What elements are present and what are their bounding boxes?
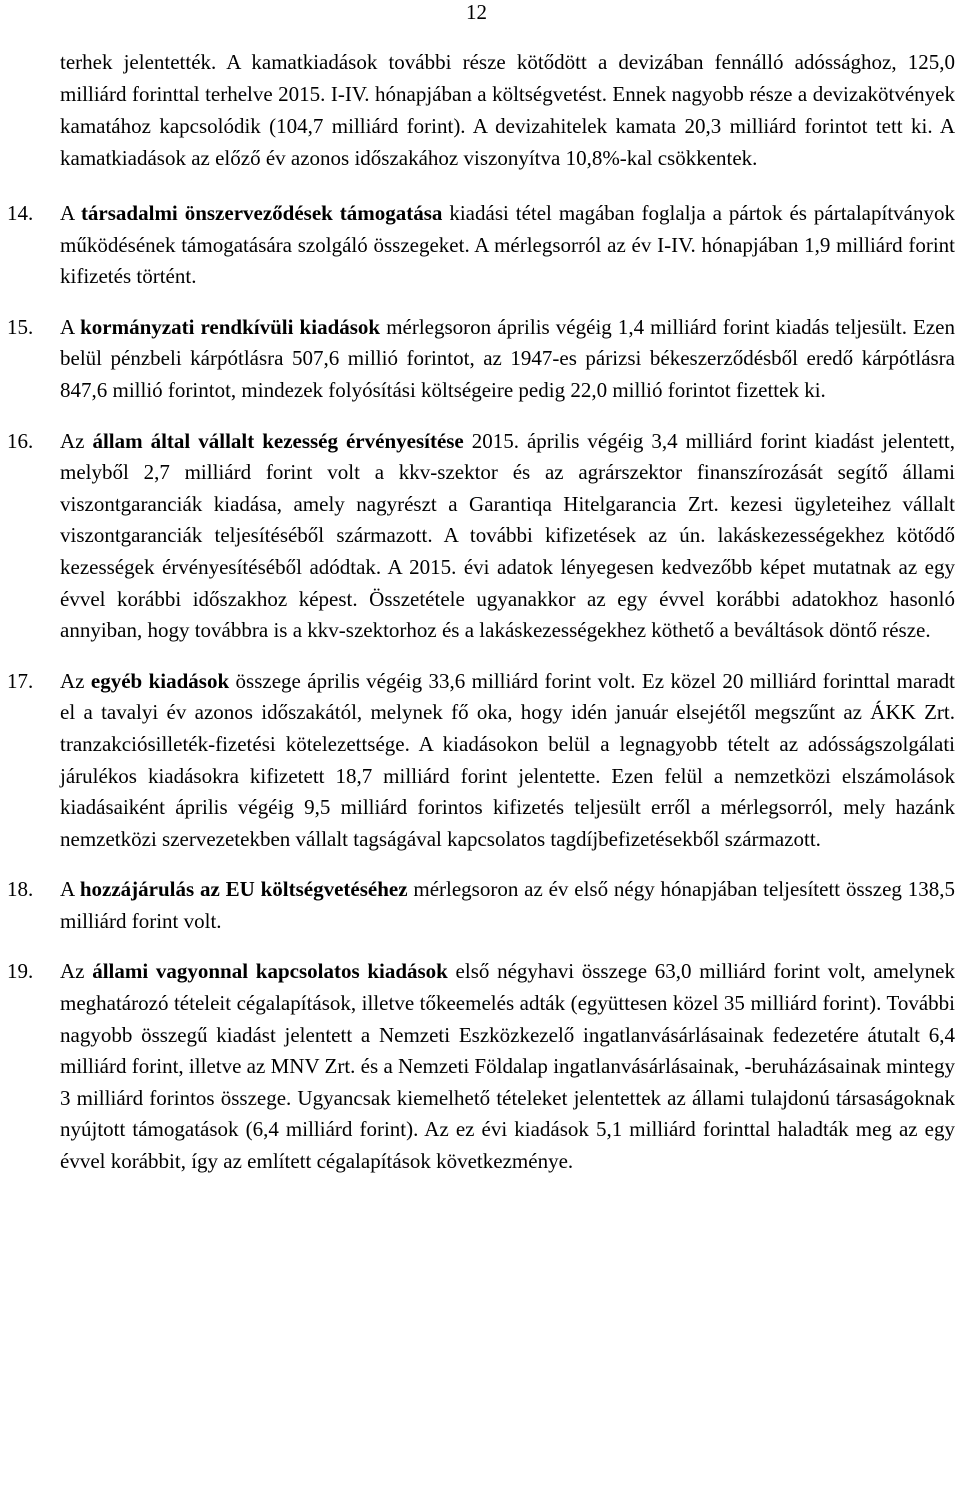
item-text: Az [60, 428, 93, 453]
item-text: A [60, 877, 80, 902]
list-item-14 [7, 198, 955, 293]
item-text: A [60, 201, 81, 225]
item-text: mérlegsoron április végéig 1,4 milliárd forint kiadás teljesült. Ezen belül pénzbeli kárpótlásra 507,6 millió forintot, az 1947-es párizsi békeszerződésből eredő kárpótlásra 847,6 millió forintot, mindezek folyósítási költségeire pedig 22,0 millió forintot fizettek ki. [60, 314, 955, 402]
list-item-16 [7, 426, 956, 647]
intro-paragraph: terhek jelentették. A kamatkiadások további része kötődött a devizában fennálló adóssághoz, 125,0 milliárd forinttal terhelve 2015. I-IV. hónapjában a költségvetést. Ennek nagyobb része a devizakötvények kamatához kapcsolódik (104,7 milliárd forint). A devizahitelek kamata 20,3 milliárd forintot tett ki. A kamatkiadások az előző év azonos időszakához viszonyítva 10,8%-kal csökkentek. [60, 50, 955, 170]
item-number: 18. [7, 877, 34, 902]
item-bold-term: egyéb kiadások [90, 668, 230, 693]
item-bold-term: társadalmi önszerveződések támogatása [80, 201, 443, 225]
item-number: 17. [7, 668, 34, 693]
item-text: 2015. április végéig 3,4 milliárd forint kiadást jelentett, melyből 2,7 milliárd forint volt a kkv-szektor és az agrárszektor finanszírozását segítő állami viszontgaranciák kiadása, amely nagyrészt a Garantiqa Hitelgarancia Zrt. kezesi ügyleteihez vállalt viszontgaranciák teljesítéséből származott. A további kifizetések az ún. lakáskezességekhez kötődő kezességek érvényesítéséből adódtak. A 2015. évi adatok lényegesen kedvezőbb képet mutatnak az egy évvel korábbi időszakhoz képest. Összetétele ugyanakkor az egy évvel korábbi adatokhoz hasonló annyiban, hogy továbbra is a kkv-szektorhoz és a lakáskezességekhez köthető a beváltások döntő része. [60, 428, 956, 643]
item-text: Az [60, 959, 93, 984]
list-item-15 [7, 312, 955, 407]
item-bold-term: állam által vállalt kezesség érvényesítése [92, 428, 464, 453]
document-body [7, 46, 956, 1178]
item-bold-term: kormányzati rendkívüli kiadások [80, 314, 381, 339]
list-item-18 [7, 874, 955, 937]
list-item-17 [7, 666, 955, 856]
item-bold-term: állami vagyonnal kapcsolatos kiadások [92, 959, 448, 984]
item-number: 15. [7, 314, 34, 339]
item-number: 14. [7, 201, 34, 225]
page-number: 12 [466, 0, 487, 24]
item-text: első négyhavi összege 63,0 milliárd forint volt, amelynek meghatározó tételeit cégalapítások, illetve tőkeemelés adták (együttesen közel 35 milliárd forint). További nagyobb összegű kiadást jelentett a Nemzeti Eszközkezelő ingatlanvásárlásainak fedezetére átutalt 6,4 milliárd forint, illetve az MNV Zrt. és a Nemzeti Földalap ingatlanvásárlásainak, -beruházásainak mintegy 3 milliárd forintos összege. Ugyancsak kiemelhető tételeket jelentettek az állami tulajdonú társaságoknak nyújtott támogatások (6,4 milliárd forint). Az ez évi kiadások 5,1 milliárd forinttal haladták meg az egy évvel korábbit, így az említett cégalapítások következménye. [60, 959, 955, 1174]
item-text: kiadási tétel magában foglalja a pártok és pártalapítványok működésének támogatására szolgáló összegeket. A mérlegsorról az év I-IV. hónapjában 1,9 milliárd forint kifizetés történt. [60, 201, 955, 289]
list-item-19 [7, 956, 955, 1177]
item-text: mérlegsoron az év első négy hónapjában teljesített összeg 138,5 milliárd forint volt. [60, 877, 955, 933]
item-text: összege április végéig 33,6 milliárd forint volt. Ez közel 20 milliárd forinttal maradt el a tavalyi év azonos időszakától, melynek fő oka, hogy idén január elsejétől megszűnt az ÁKK Zrt. tranzakciósilleték-fizetési kötelezettsége. A kiadásokon belül a legnagyobb tételt az adósságszolgálati járulékos kiadásokra kifizetett 18,7 milliárd forint jelentette. Ezen felül a nemzetközi elszámolások kiadásaiként április végéig 9,5 milliárd forintos kifizetés teljesült erről a mérlegsorról, mely hazánk nemzetközi szervezetekben vállalt tagságával kapcsolatos tagdíjbefizetésekből származott. [60, 668, 955, 851]
item-text: Az [60, 668, 91, 693]
item-number: 19. [7, 959, 34, 984]
item-text: A [60, 314, 81, 339]
item-bold-term: hozzájárulás az EU költségvetéséhez [79, 877, 408, 902]
item-number: 16. [7, 428, 34, 453]
